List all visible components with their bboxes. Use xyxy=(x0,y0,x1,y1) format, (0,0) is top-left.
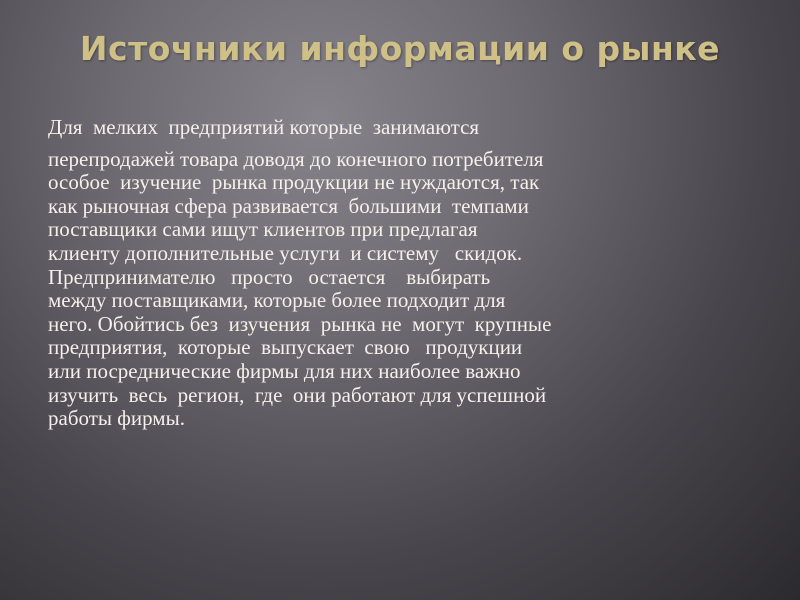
body-line: поставщики сами ищут клиентов при предлагая xyxy=(48,217,478,242)
body-line: перепродажей товара доводя до конечного потребителя xyxy=(48,146,544,171)
body-line: как рыночная сфера развивается большими темпами xyxy=(48,193,529,218)
slide-title: Источники информации о рынке xyxy=(79,29,721,68)
body-line: изучить весь регион, где они работают для успешной xyxy=(48,382,547,407)
body-line: Для мелких предприятий которые занимаются xyxy=(48,115,480,139)
slide-body-text xyxy=(48,116,768,431)
body-line: Предпринимателю просто остается выбирать xyxy=(48,264,491,289)
body-line: или посреднические фирмы для них наиболее важно xyxy=(48,358,521,383)
body-line: между поставщиками, которые более подходит для xyxy=(48,288,506,313)
body-line: работы фирмы. xyxy=(48,406,185,431)
body-line: клиенту дополнительные услуги и систему скидок. xyxy=(48,240,523,265)
body-line: особое изучение рынка продукции не нуждаются, так xyxy=(48,170,540,195)
body-line: него. Обойтись без изучения рынка не могут крупные xyxy=(48,311,552,336)
body-line: предприятия, которые выпускает свою продукции xyxy=(48,335,523,360)
